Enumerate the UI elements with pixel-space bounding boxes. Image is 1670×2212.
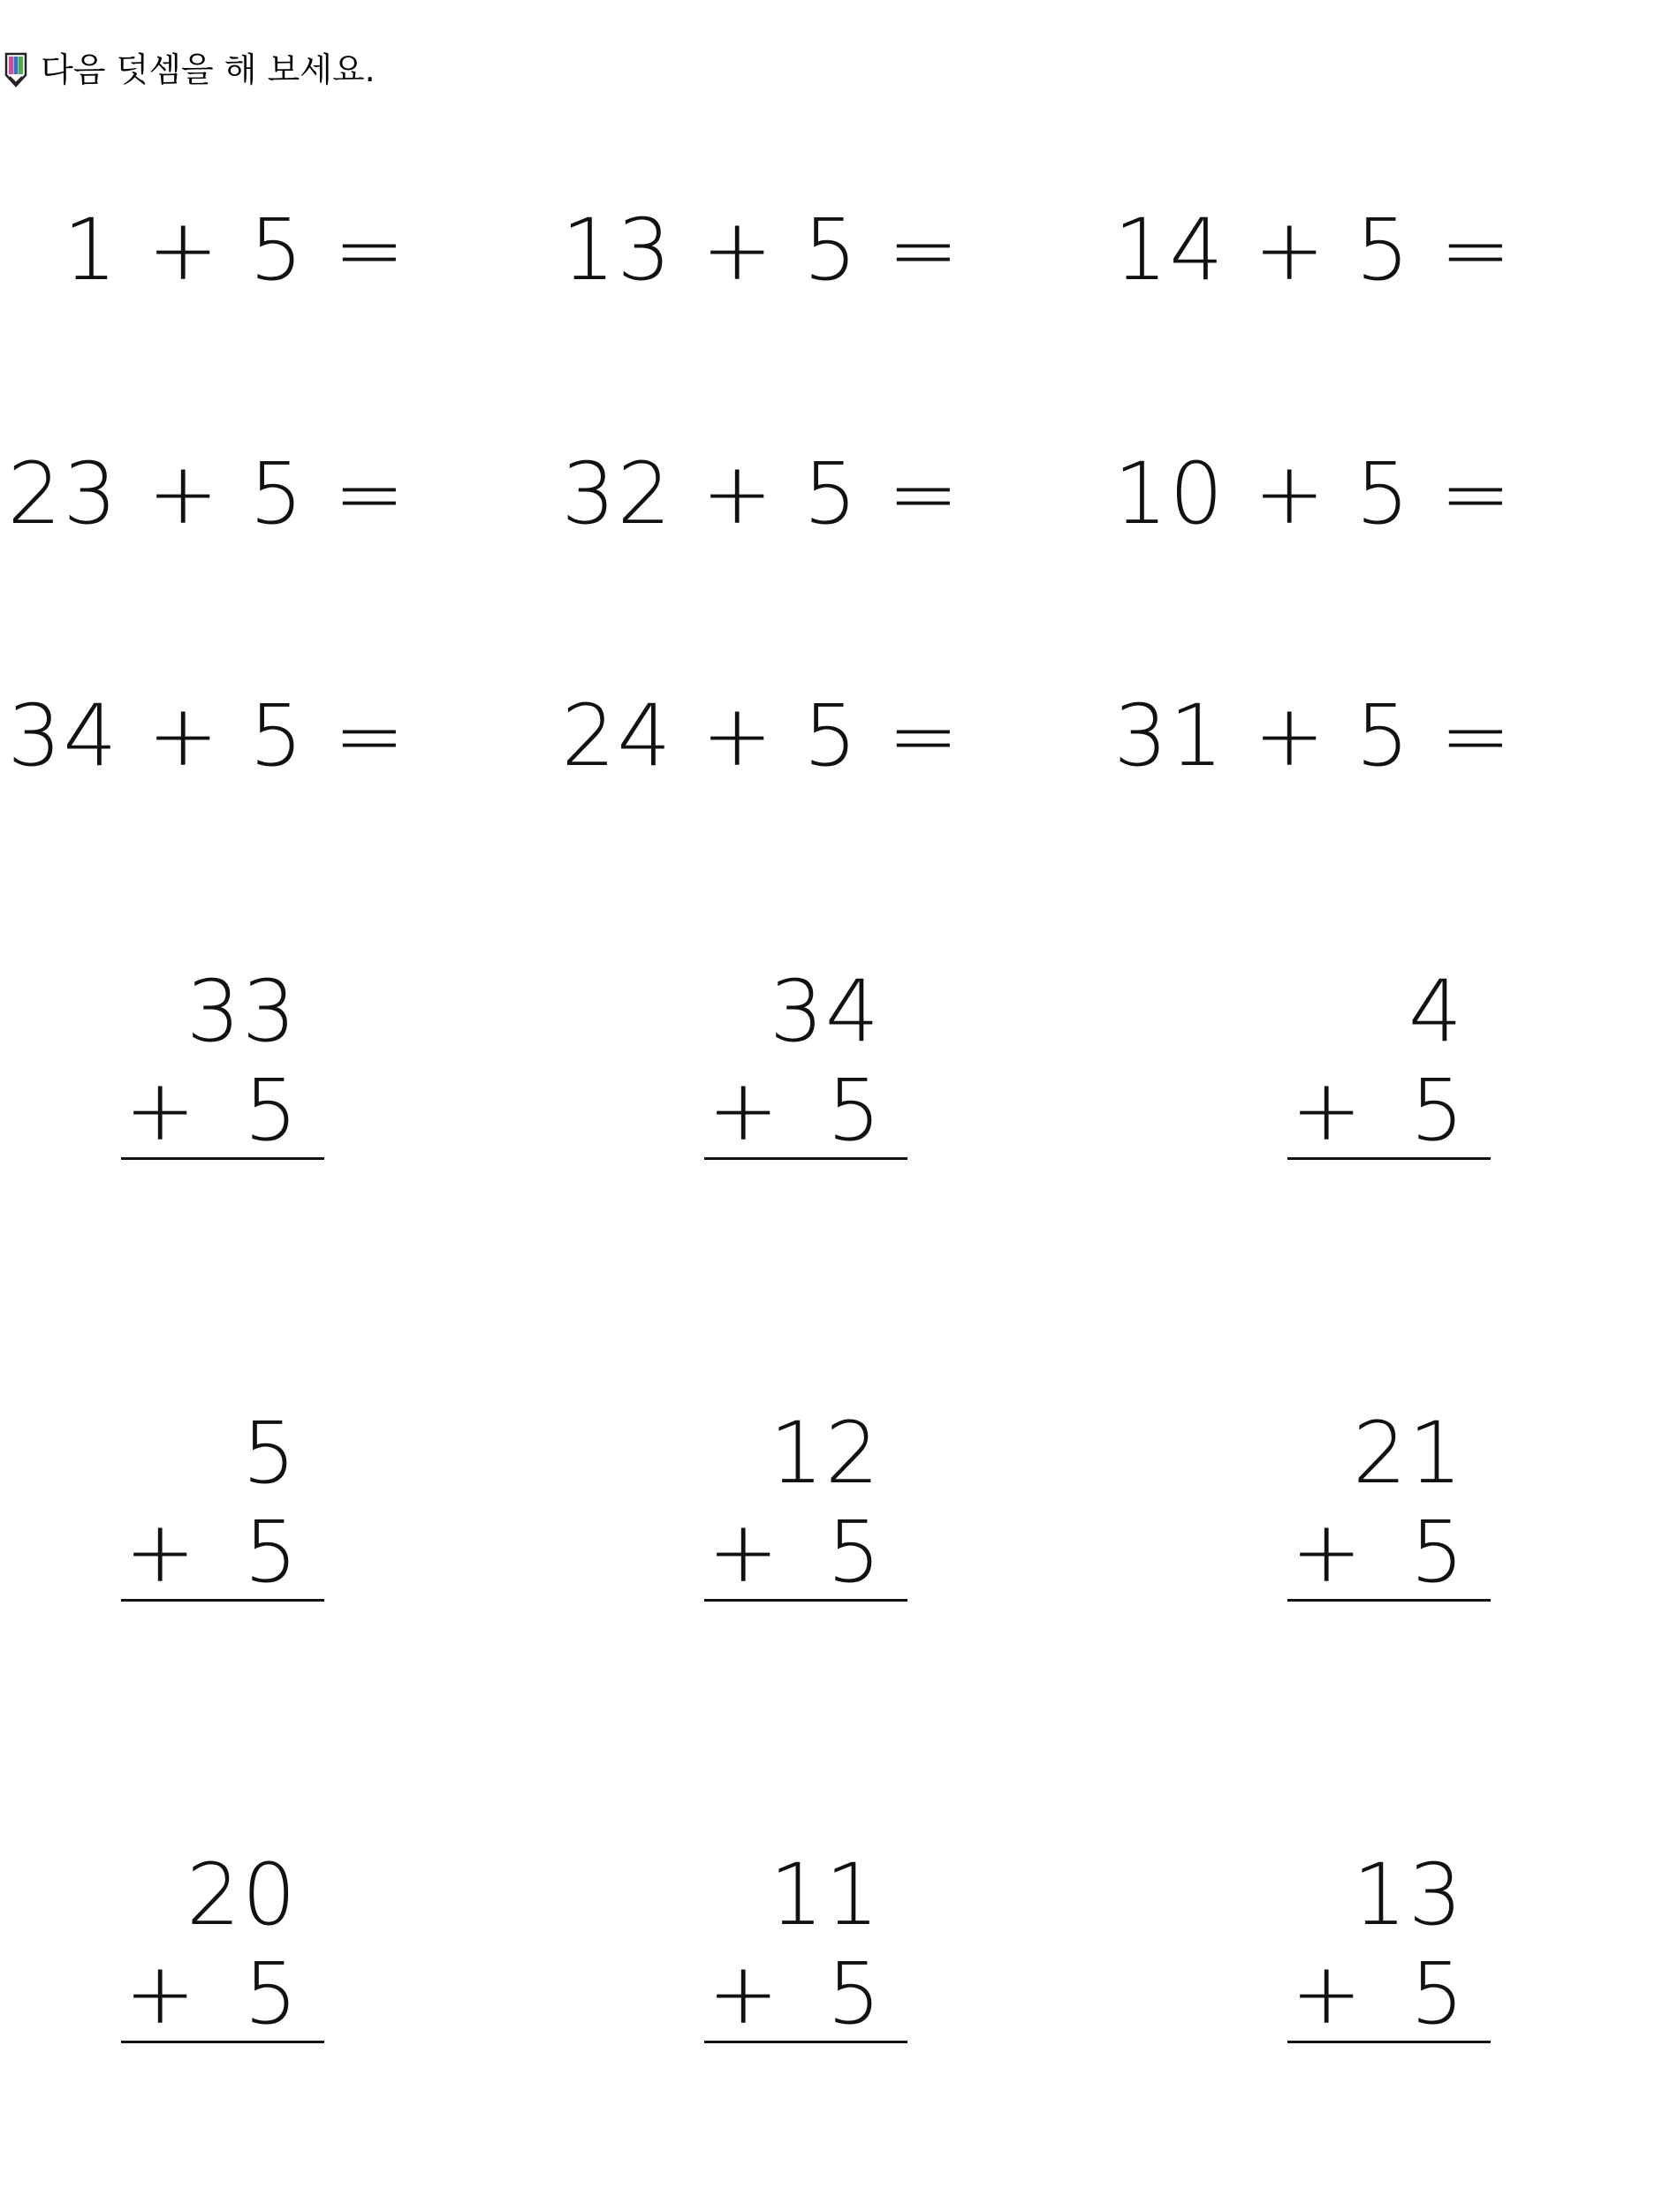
plus-sign: + bbox=[1291, 1944, 1363, 2043]
horizontal-row-3 bbox=[0, 687, 1670, 784]
addend-number: 5 bbox=[243, 1944, 298, 2043]
top-number: 21 bbox=[1352, 1404, 1464, 1503]
addend-number: 5 bbox=[826, 1944, 881, 2043]
answer-line bbox=[704, 1157, 907, 1160]
vertical-problem bbox=[704, 1846, 907, 2058]
addend-number: 5 bbox=[826, 1503, 881, 1602]
answer-line bbox=[704, 2041, 907, 2043]
horizontal-row-1 bbox=[0, 201, 1670, 299]
horizontal-problem: 32 + 5 = bbox=[561, 444, 960, 543]
vertical-problem bbox=[704, 963, 907, 1175]
top-number: 33 bbox=[186, 962, 298, 1061]
plus-sign: + bbox=[125, 1944, 196, 2043]
plus-sign: + bbox=[125, 1503, 196, 1602]
vertical-problem bbox=[121, 1405, 324, 1617]
plus-sign: + bbox=[1291, 1503, 1363, 1602]
plus-sign: + bbox=[708, 1061, 779, 1160]
answer-line bbox=[121, 1599, 324, 1602]
top-number: 12 bbox=[769, 1404, 881, 1503]
horizontal-problem: 24 + 5 = bbox=[561, 686, 960, 785]
addend-number: 5 bbox=[1409, 1061, 1464, 1160]
top-number: 20 bbox=[186, 1845, 298, 1944]
answer-line bbox=[1287, 1157, 1491, 1160]
vertical-problem bbox=[121, 1846, 324, 2058]
pencil-icon bbox=[4, 52, 28, 87]
addend-number: 5 bbox=[1409, 1503, 1464, 1602]
horizontal-problem: 10 + 5 = bbox=[1113, 444, 1513, 543]
top-number: 11 bbox=[769, 1845, 881, 1944]
vertical-problem bbox=[1287, 1846, 1491, 2058]
horizontal-problem: 1 + 5 = bbox=[63, 201, 406, 299]
answer-line bbox=[121, 2041, 324, 2043]
plus-sign: + bbox=[708, 1503, 779, 1602]
horizontal-problem: 23 + 5 = bbox=[7, 444, 406, 543]
answer-line bbox=[121, 1157, 324, 1160]
top-number: 4 bbox=[1408, 962, 1464, 1061]
plus-sign: + bbox=[125, 1061, 196, 1160]
top-number: 34 bbox=[769, 962, 881, 1061]
addend-number: 5 bbox=[826, 1061, 881, 1160]
instruction-text: 다음 덧셈을 해 보세요. bbox=[41, 50, 376, 89]
plus-sign: + bbox=[1291, 1061, 1363, 1160]
top-number: 5 bbox=[241, 1404, 298, 1503]
horizontal-problem: 13 + 5 = bbox=[561, 201, 960, 299]
vertical-problem bbox=[121, 963, 324, 1175]
horizontal-problem: 14 + 5 = bbox=[1113, 201, 1513, 299]
vertical-problem bbox=[704, 1405, 907, 1617]
addend-number: 5 bbox=[243, 1061, 298, 1160]
answer-line bbox=[1287, 2041, 1491, 2043]
horizontal-problem: 34 + 5 = bbox=[7, 686, 406, 785]
vertical-problem bbox=[1287, 1405, 1491, 1617]
answer-line bbox=[1287, 1599, 1491, 1602]
plus-sign: + bbox=[708, 1944, 779, 2043]
instruction-header bbox=[4, 49, 376, 90]
addend-number: 5 bbox=[243, 1503, 298, 1602]
horizontal-problem: 31 + 5 = bbox=[1113, 686, 1513, 785]
top-number: 13 bbox=[1352, 1845, 1464, 1944]
horizontal-row-2 bbox=[0, 445, 1670, 542]
vertical-problem bbox=[1287, 963, 1491, 1175]
addend-number: 5 bbox=[1409, 1944, 1464, 2043]
answer-line bbox=[704, 1599, 907, 1602]
